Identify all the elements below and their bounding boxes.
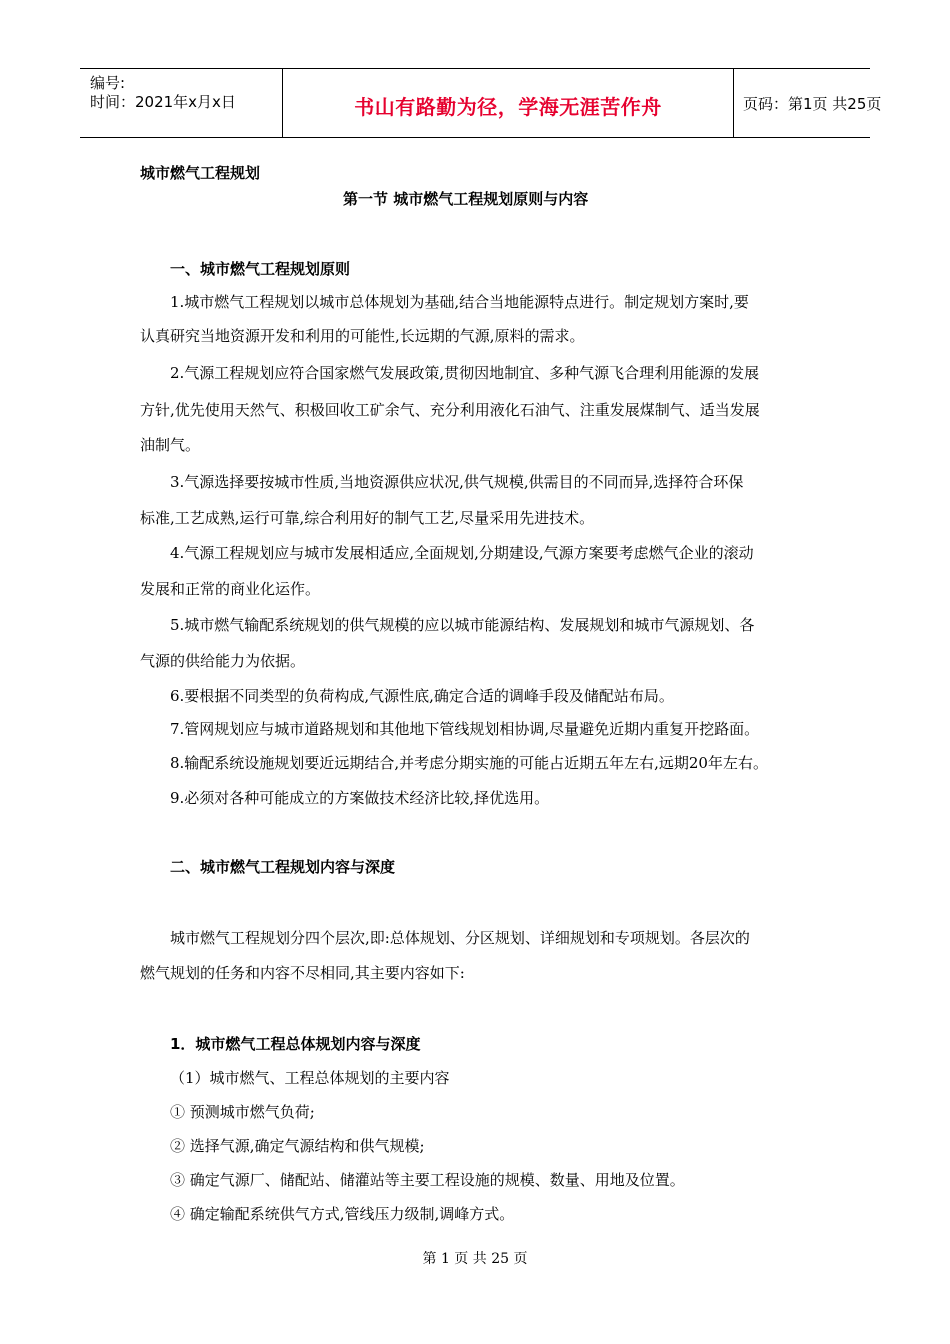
part1-line: 9.必须对各种可能成立的方案做技术经济比较,择优选用。 — [170, 789, 550, 807]
header-motto-cell — [282, 69, 734, 137]
section-heading: 第一节 城市燃气工程规划原则与内容 — [343, 190, 589, 208]
page-footer: 第 1 页 共 25 页 — [422, 1251, 528, 1267]
part1-line: 发展和正常的商业化运作。 — [140, 580, 321, 598]
page-header — [80, 68, 882, 138]
sub1-line: ② 选择气源,确定气源结构和供气规模; — [170, 1137, 425, 1155]
sub1-heading: 1．城市燃气工程总体规划内容与深度 — [170, 1035, 421, 1053]
part1-line: 8.输配系统设施规划要近远期结合,并考虑分期实施的可能占近期五年左右,远期20年左右。 — [170, 754, 768, 772]
sub1-line: ③ 确定气源厂、储配站、储灌站等主要工程设施的规模、数量、用地及位置。 — [170, 1171, 685, 1189]
header-motto: 书山有路勤为径，学海无涯苦作舟 — [354, 95, 662, 119]
part1-heading: 一、城市燃气工程规划原则 — [170, 260, 351, 278]
document-title: 城市燃气工程规划 — [140, 164, 261, 182]
part1-line: 4.气源工程规划应与城市发展相适应,全面规划,分期建设,气源方案要考虑燃气企业的滚动 — [170, 544, 754, 562]
doc-code-label: 编号: — [90, 74, 126, 92]
part1-line: 1.城市燃气工程规划以城市总体规划为基础,结合当地能源特点进行。制定规划方案时,要 — [170, 293, 749, 311]
header-page-number: 页码：第1页 共25页 — [743, 95, 882, 113]
part1-line: 标准,工艺成熟,运行可靠,综合利用好的制气工艺,尽量采用先进技术。 — [140, 509, 595, 527]
part1-line: 认真研究当地资源开发和利用的可能性,长远期的气源,原料的需求。 — [140, 327, 585, 345]
doc-date-label: 时间：2021年x月x日 — [90, 93, 236, 111]
part1-line: 3.气源选择要按城市性质,当地资源供应状况,供气规模,供需目的不同而异,选择符合环保 — [170, 473, 744, 491]
part2-line: 城市燃气工程规划分四个层次,即:总体规划、分区规划、详细规划和专项规划。各层次的 — [170, 929, 750, 947]
header-page-cell — [733, 69, 882, 137]
sub1-line: ④ 确定输配系统供气方式,管线压力级制,调峰方式。 — [170, 1205, 515, 1223]
part1-line: 气源的供给能力为依据。 — [140, 652, 306, 670]
part1-line: 7.管网规划应与城市道路规划和其他地下管线规划相协调,尽量避免近期内重复开挖路面。 — [170, 720, 760, 738]
part1-line: 油制气。 — [140, 436, 201, 454]
part1-line: 5.城市燃气输配系统规划的供气规模的应以城市能源结构、发展规划和城市气源规划、各 — [170, 616, 755, 634]
part1-line: 2.气源工程规划应符合国家燃气发展政策,贯彻因地制宜、多种气源飞合理利用能源的发展 — [170, 364, 760, 382]
part2-heading: 二、城市燃气工程规划内容与深度 — [170, 858, 396, 876]
part1-line: 6.要根据不同类型的负荷构成,气源性底,确定合适的调峰手段及储配站布局。 — [170, 687, 674, 705]
part1-line: 方针,优先使用天然气、积极回收工矿余气、充分利用液化石油气、注重发展煤制气、适当发展 — [140, 401, 760, 419]
sub1-line: ① 预测城市燃气负荷; — [170, 1103, 315, 1121]
part2-line: 燃气规划的任务和内容不尽相同,其主要内容如下: — [140, 964, 465, 982]
header-info-cell — [80, 69, 281, 137]
sub1-line: （1）城市燃气、工程总体规划的主要内容 — [170, 1069, 450, 1087]
